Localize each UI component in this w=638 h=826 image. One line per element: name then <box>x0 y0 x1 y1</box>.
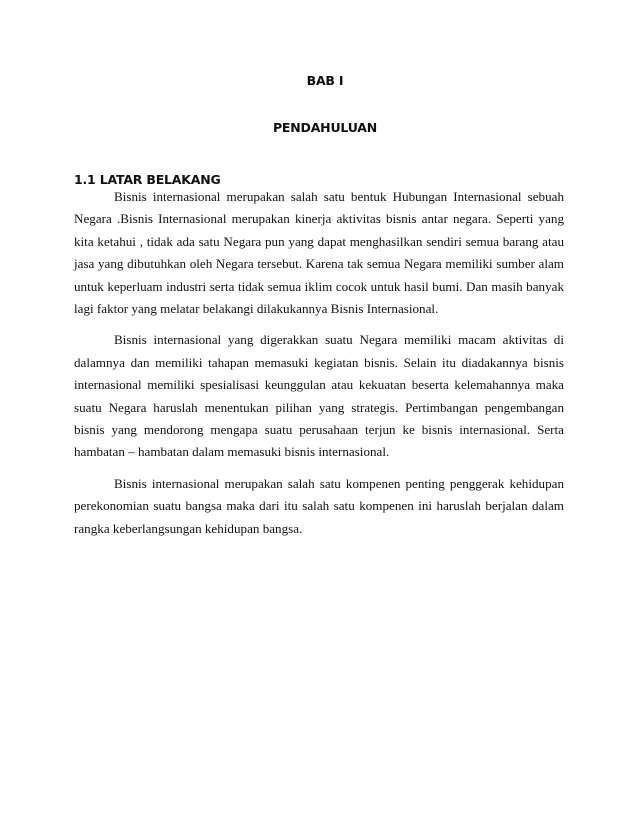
section-title: 1.1 LATAR BELAKANG <box>74 172 221 187</box>
paragraph: Bisnis internasional yang digerakkan suatu Negara memiliki macam aktivitas di dalamnya dan memiliki tahapan memasuki kegiatan bisnis. Selain itu diadakannya bisnis internasional memiliki spesialisasi keunggulan atau kekuatan beserta kelemahannya maka suatu Negara haruslah menentukan pilihan yang strategis. Pertimbangan pengembangan bisnis yang mendorong mengapa suatu perusahaan terjun ke bisnis internasional. Serta hambatan – hambatan dalam memasuki bisnis internasional. <box>74 332 564 460</box>
chapter-title: PENDAHULUAN <box>272 120 378 135</box>
paragraph: Bisnis internasional merupakan salah satu bentuk Hubungan Internasional sebuah Negara .Bisnis Internasional merupakan kinerja aktivitas bisnis antar negara. Seperti yang kita ketahui , tidak ada satu Negara pun yang dapat menghasilkan sendiri semua barang atau jasa yang dibutuhkan oleh Negara tersebut. Karena tak semua Negara memiliki sumber alam untuk keperluam industri serta tidak semua iklim cocok untuk hasil bumi. Dan masih banyak lagi faktor yang melatar belakangi dilakukannya Bisnis Internasional. <box>74 189 564 317</box>
paragraph: Bisnis internasional merupakan salah satu kompenen penting penggerak kehidupan perekonomian suatu bangsa maka dari itu salah satu kompenen ini haruslah berjalan dalam rangka keberlangsungan kehidupan bangsa. <box>74 475 564 536</box>
chapter-number: BAB I <box>306 73 344 88</box>
body-text <box>74 186 564 540</box>
